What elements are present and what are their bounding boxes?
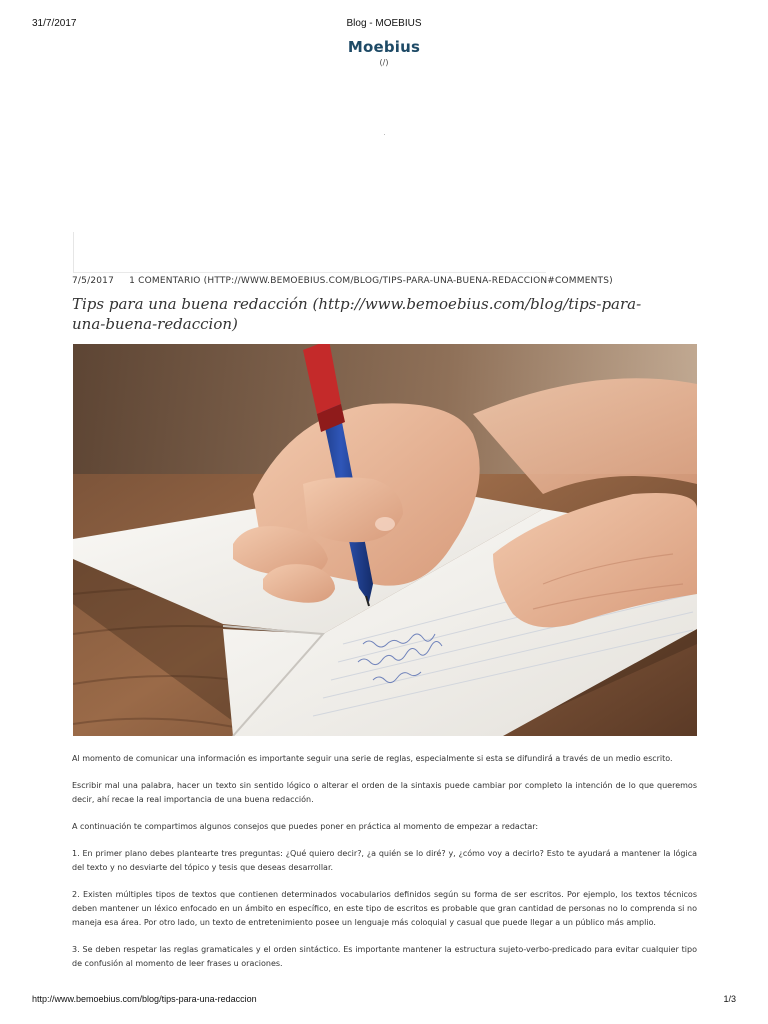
post-hero-image: [73, 344, 697, 736]
post-body: [72, 752, 697, 984]
site-brand-link[interactable]: Moebius: [347, 38, 421, 56]
paragraph: Al momento de comunicar una información es importante seguir una serie de reglas, especialmente si esta se difundirá a través de un medio escrito.: [72, 754, 673, 763]
paragraph: 3. Se deben respetar las reglas gramaticales y el orden sintáctico. Es importante mantener la estructura sujeto-verbo-predicado para evitar cualquier tipo de confusión al momento de leer frases u oraciones.: [72, 945, 697, 968]
print-date: 31/7/2017: [32, 18, 77, 29]
banner-placeholder: [73, 232, 546, 273]
print-title: Blog - MOEBIUS: [346, 18, 422, 29]
print-header: [32, 18, 736, 32]
paragraph: 2. Existen múltiples tipos de textos que contienen determinados vocabularios definidos según su forma de ser escritos. Por ejemplo, los textos técnicos deben mantener un léxico enfocado en un ámbito en específico, en este tipo de escritos es probable que gran cantidad de personas no lo comprenda si no maneja esa área. Por otro lado, un texto de entretenimiento posee un lenguaje más coloquial y casual que puede llegar a un público más amplio.: [72, 890, 697, 927]
hand-writing-in-notebook-photo-icon: [73, 344, 697, 736]
paragraph: Escribir mal una palabra, hacer un texto sin sentido lógico o alterar el orden de la sintaxis puede cambiar por completo la intención de lo que queremos decir, ahí recae la real importancia de una buena redacción.: [72, 781, 697, 804]
decorative-dot: [384, 134, 385, 135]
home-link[interactable]: (/): [379, 58, 389, 67]
comments-link[interactable]: 1 COMENTARIO (HTTP://WWW.BEMOEBIUS.COM/BLOG/TIPS-PARA-UNA-BUENA-REDACCION#COMMENTS): [129, 276, 613, 286]
page-number: 1/3: [723, 994, 736, 1004]
post-date: 7/5/2017: [72, 276, 115, 286]
paragraph: A continuación te compartimos algunos consejos que puedes poner en práctica al momento de empezar a redactar:: [72, 822, 539, 831]
print-url: http://www.bemoebius.com/blog/tips-para-una-redaccion: [32, 994, 257, 1004]
post-title-link[interactable]: Tips para una buena redacción (http://www.bemoebius.com/blog/tips-para-una-buena-redaccion): [72, 295, 642, 333]
post-meta: [72, 276, 613, 286]
paragraph: 1. En primer plano debes plantearte tres preguntas: ¿Qué quiero decir?, ¿a quién se lo diré? y, ¿cómo voy a decirlo? Esto te ayudará a mantener la lógica del texto y no desviarte del tópico y tesis que deseas desarrollar.: [72, 849, 697, 872]
print-footer: [32, 994, 736, 1006]
